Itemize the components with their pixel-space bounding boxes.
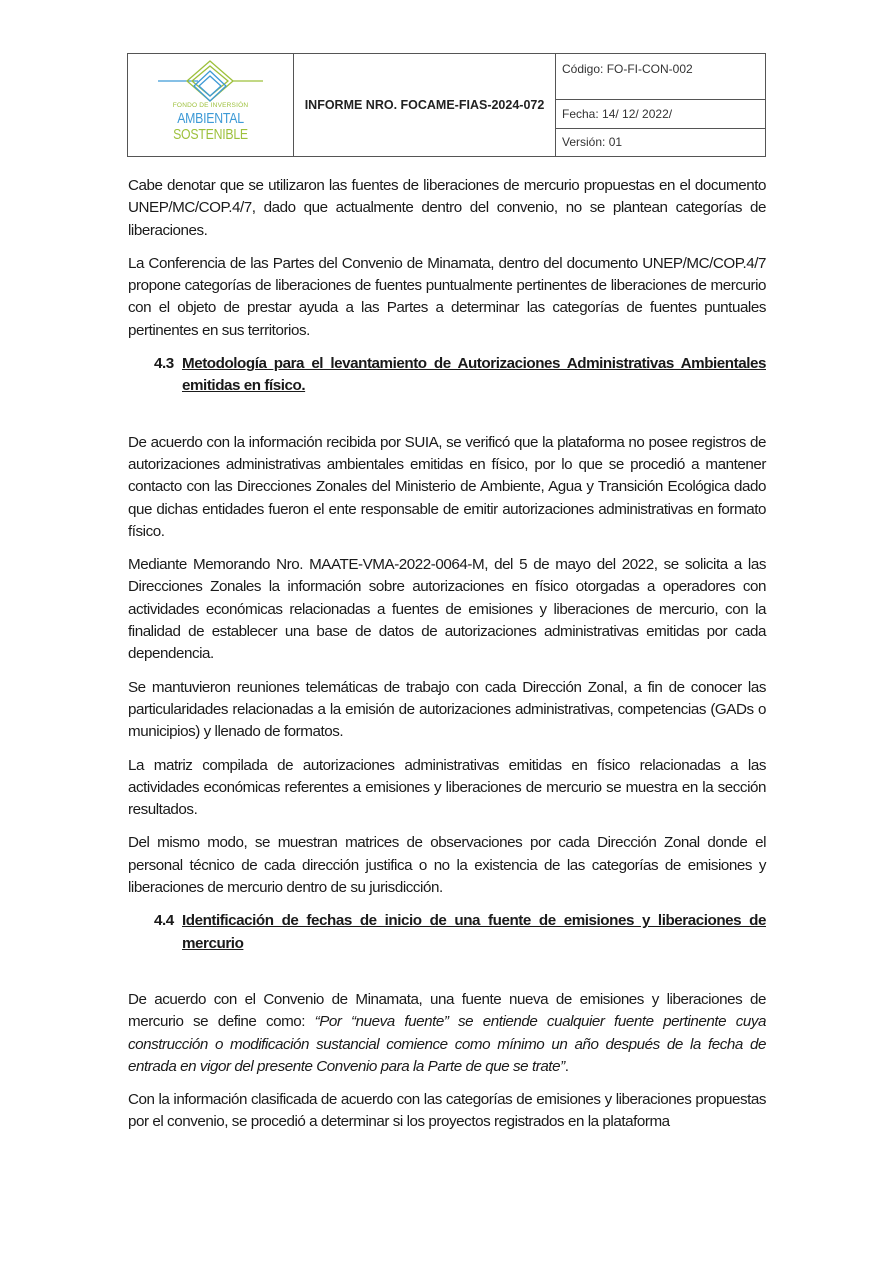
document-body xyxy=(128,175,766,1145)
document-header-table xyxy=(127,53,766,157)
document-version: Versión: 01 xyxy=(562,135,623,150)
section-heading-4-3 xyxy=(154,353,766,398)
definition-end: . xyxy=(564,1057,569,1075)
paragraph: Cabe denotar que se utilizaron las fuentes de liberaciones de mercurio propuestas en el documento UNEP/MC/COP.4/7, dado que actualmente dentro del convenio, no se plantean categorías de liberaciones. xyxy=(128,177,766,239)
report-title: INFORME NRO. FOCAME-FIAS-2024-072 xyxy=(294,54,556,156)
paragraph-definition xyxy=(128,989,766,1078)
logo-line-1: FONDO DE INVERSIÓN xyxy=(172,102,249,109)
definition-quote: “Por “nueva fuente” se entiende cualquier fuente pertinente cuya construcción o modificación sustancial comience como mínimo un año después de la fecha de entrada en vigor del presente Convenio para la Parte de que se trate” xyxy=(128,1013,767,1075)
document-code: Código: FO-FI-CON-002 xyxy=(556,54,765,100)
paragraph: La matriz compilada de autorizaciones administrativas emitidas en físico relacionadas a las actividades económicas referentes a emisiones y liberaciones de mercurio se muestra en la sección resultados. xyxy=(128,756,766,819)
fias-logo-icon xyxy=(158,59,263,107)
section-title: Metodología para el levantamiento de Autorizaciones Administrativas Ambientales emitidas en físico. xyxy=(182,355,766,395)
logo-cell xyxy=(128,54,294,156)
logo-line-2: AMBIENTAL xyxy=(177,110,244,127)
section-number: 4.3 xyxy=(154,355,174,373)
spacer xyxy=(128,409,766,432)
definition-intro: De acuerdo con el Convenio de Minamata, una fuente nueva de emisiones y liberaciones de mercurio se define como: xyxy=(128,990,766,1031)
paragraph: De acuerdo con la información recibida por SUIA, se verificó que la plataforma no posee registros de autorizaciones administrativas ambientales emitidas en físico, por lo que se procedió a mantener contacto con las Direcciones Zonales del Ministerio de Ambiente, Agua y Transición Ecológica dado que dichas entidades fueron el ente responsable de emitir autorizaciones administrativas en formato físico. xyxy=(128,433,766,540)
section-heading-4-4 xyxy=(154,910,766,955)
section-number: 4.4 xyxy=(154,912,174,930)
paragraph: Del mismo modo, se muestran matrices de observaciones por cada Dirección Zonal donde el personal técnico de cada dirección justifica o no la existencia de las categorías de emisiones y liberaciones de mercurio dentro de su jurisdicción. xyxy=(128,834,766,897)
section-title: Identificación de fechas de inicio de una fuente de emisiones y liberaciones de mercurio xyxy=(182,912,766,952)
spacer xyxy=(128,966,766,989)
logo-line-3: SOSTENIBLE xyxy=(173,126,248,143)
paragraph: Con la información clasificada de acuerdo con las categorías de emisiones y liberaciones propuestas por el convenio, se procedió a determinar si los proyectos registrados en la plataforma xyxy=(128,1091,766,1131)
paragraph: La Conferencia de las Partes del Convenio de Minamata, dentro del documento UNEP/MC/COP.4/7 propone categorías de liberaciones de fuentes puntualmente pertinentes de liberaciones de mercurio con el objeto de prestar ayuda a las Partes a determinar las categorías de fuentes puntuales pertinentes en sus territorios. xyxy=(128,254,766,339)
paragraph: Se mantuvieron reuniones telemáticas de trabajo con cada Dirección Zonal, a fin de conocer las particularidades relacionadas a la emisión de autorizaciones administrativas, competencias (GADs o municipios) y llenado de formatos. xyxy=(128,678,766,741)
paragraph: Mediante Memorando Nro. MAATE-VMA-2022-0064-M, del 5 de mayo del 2022, se solicita a las Direcciones Zonales la información sobre autorizaciones en físico otorgadas a operadores con actividades económicas relacionadas a fuentes de emisiones y liberaciones de mercurio, con la finalidad de establecer una base de datos de autorizaciones administrativas emitidas por cada dependencia. xyxy=(128,556,766,663)
document-date: Fecha: 14/ 12/ 2022/ xyxy=(556,100,765,128)
document-meta xyxy=(556,54,765,156)
